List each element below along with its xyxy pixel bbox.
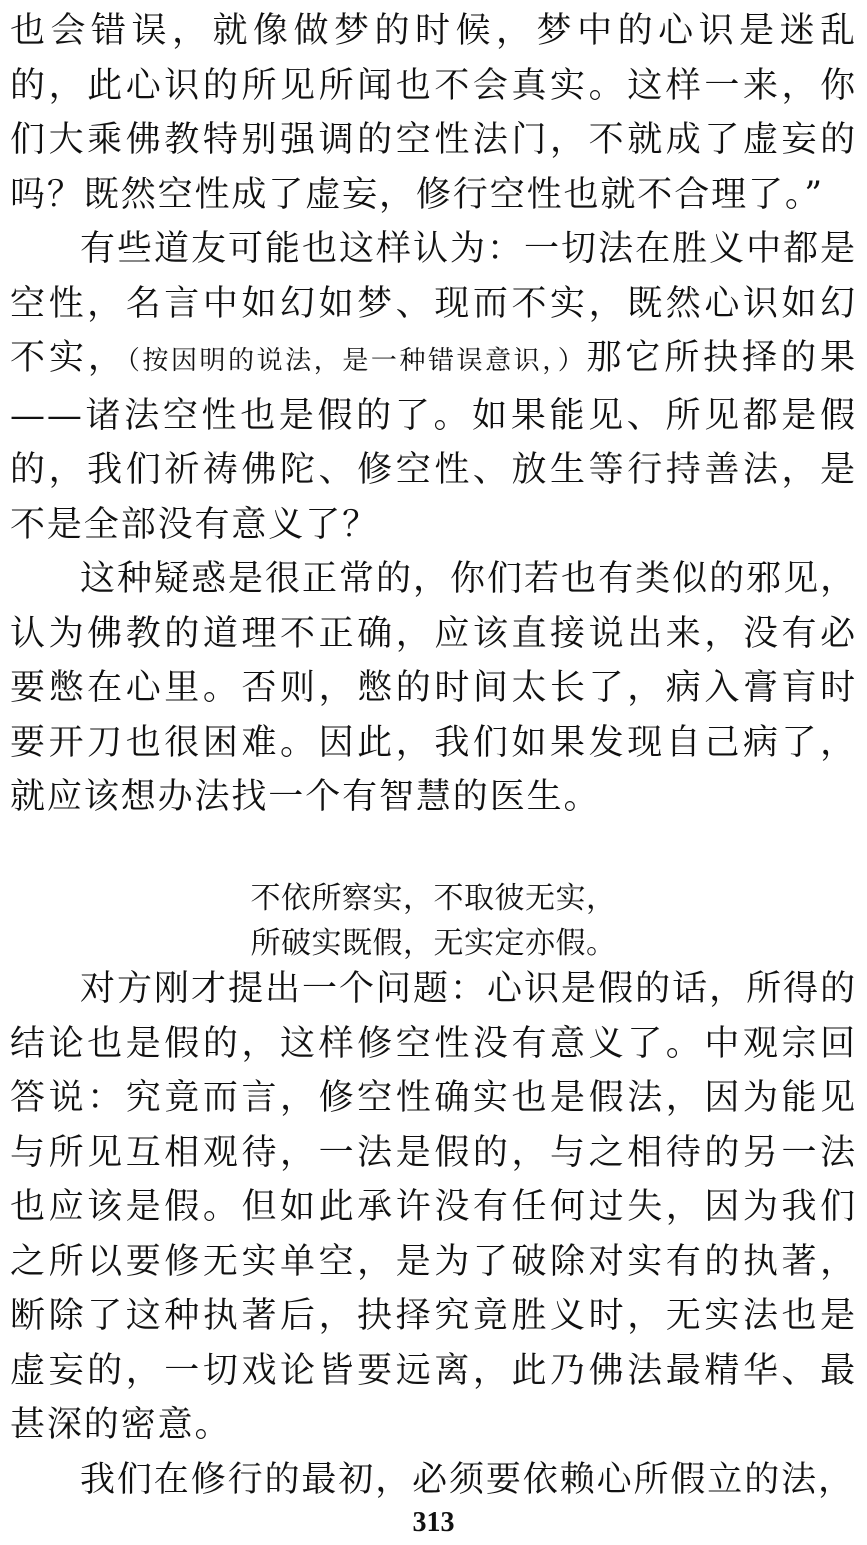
paragraph-text: 那它所抉择的果——诸法空性也是假的了。如果能见、所见都是假的，我们祈祷佛陀、修空性、放生等行持善法，是不是全部没有意义了？ — [10, 338, 857, 545]
text-block-top — [10, 4, 857, 825]
paragraph-continuation: 也会错误，就像做梦的时候，梦中的心识是迷乱的，此心识的所见所闻也不会真实。这样一来，你们大乘佛教特别强调的空性法门，不就成了虚妄的吗？既然空性成了虚妄，修行空性也就不合理了。” — [10, 11, 857, 215]
paragraph-text: 有些道友可能也这样认为：一切法在胜义中都是空性，名言中如幻如梦、现而不实，既然心识如幻不实， — [10, 229, 857, 378]
paragraph-doubt — [10, 222, 857, 552]
verse-line-1: 不依所察实，不取彼无实， — [250, 881, 617, 916]
paragraph-continued: 我们在修行的最初，必须要依赖心所假立的法， — [80, 1459, 855, 1500]
paragraph-commentary: 对方刚才提出一个问题：心识是假的话，所得的结论也是假的，这样修空性没有意义了。中观宗回答说：究竟而言，修空性确实也是假法，因为能见与所见互相观待，一法是假的，与之相待的另一法也应该是假。但如此承许没有任何过失，因为我们之所以要修无实单空，是为了破除对实有的执著，断除了这种执著后，抉择究竟胜义时，无实法也是虚妄的，一切戏论皆要远离，此乃佛法最精华、最甚深的密意。 — [10, 969, 857, 1445]
verse-line-2: 所破实既假，无实定亦假。 — [250, 926, 617, 961]
page-number: 313 — [412, 1507, 455, 1538]
paragraph-advice: 这种疑惑是很正常的，你们若也有类似的邪见，认为佛教的道理不正确，应该直接说出来，没有必要憋在心里。否则，憋的时间太长了，病入膏肓时要开刀也很困难。因此，我们如果发现自己病了，就应该想办法找一个有智慧的医生。 — [10, 559, 857, 817]
parenthetical-note: （按因明的说法，是一种错误意识，） — [126, 346, 587, 376]
text-block-bottom — [10, 962, 857, 1507]
